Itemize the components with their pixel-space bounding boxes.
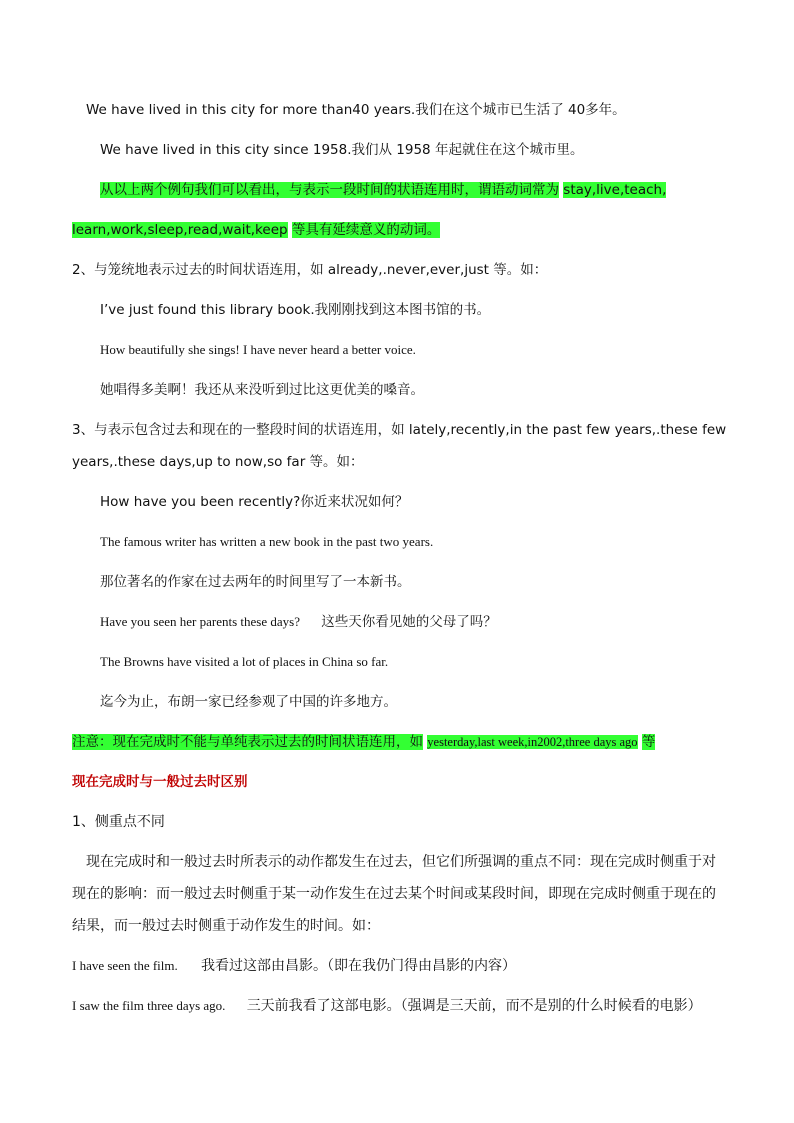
example-translation-6: 那位著名的作家在过去两年的时间里写了一本新书。	[100, 574, 411, 590]
example-sentence-6: The famous writer has written a new book in the past two years.	[100, 534, 434, 549]
rule-2-heading: 2、与笼统地表示过去的时间状语连用，如 already,.never,ever,just 等。如：	[72, 262, 548, 278]
example-sentence-7-zh: 这些天你看见她的父母了吗？	[321, 614, 497, 630]
point-1-heading: 1、侧重点不同	[72, 814, 165, 830]
example-sentence-5: How have you been recently?你近来状况如何？	[100, 494, 409, 510]
example-sentence-4: How beautifully she sings! I have never heard a better voice.	[100, 342, 416, 357]
note-verbs-cont: learn,work,sleep,read,wait,keep	[72, 222, 288, 238]
warning-text: 注意：现在完成时不能与单纯表示过去的时间状语连用，如	[72, 734, 423, 750]
example-translation-8: 迄今为止，布朗一家已经参观了中国的许多地方。	[100, 694, 397, 710]
highlighted-note-2	[72, 732, 655, 752]
warning-suffix: 等	[641, 734, 656, 750]
example-sentence-10-zh: 三天前我看了这部电影。（强调是三天前，而不是别的什么时候看的电影）	[246, 998, 702, 1014]
note-text-cont: 等具有延续意义的动词。	[291, 222, 441, 238]
warning-examples: yesterday,last week,in2002,three days ago	[427, 735, 638, 749]
section-heading: 现在完成时与一般过去时区别	[72, 774, 248, 790]
example-sentence-2: We have lived in this city since 1958.我们从 1958 年起就住在这个城市里。	[100, 142, 584, 158]
example-sentence-9-zh: 我看过这部由昌影。（即在我仍门得由昌影的内容）	[201, 958, 517, 974]
highlighted-note-1-cont	[72, 220, 440, 240]
example-sentence-7	[100, 612, 497, 632]
rule-3-heading: 3、与表示包含过去和现在的一整段时间的状语连用，如 lately,recently,in the past few years,.these few	[72, 422, 727, 438]
note-verbs: stay,live,teach,	[563, 182, 667, 198]
example-translation-4: 她唱得多美啊！我还从来没听到过比这更优美的嗓音。	[100, 382, 424, 398]
example-sentence-9	[72, 956, 516, 976]
highlighted-note-1	[100, 180, 666, 200]
example-sentence-10-en: I saw the film three days ago.	[72, 998, 226, 1013]
example-sentence-7-en: Have you seen her parents these days?	[100, 614, 300, 629]
explanation-line-1: 现在完成时和一般过去时所表示的动作都发生在过去，但它们所强调的重点不同：现在完成时侧重于对	[86, 854, 716, 870]
note-text: 从以上两个例句我们可以看出，与表示一段时间的状语连用时，谓语动词常为	[100, 182, 559, 198]
explanation-line-3: 结果，而一般过去时侧重于动作发生的时间。如：	[72, 918, 380, 934]
example-sentence-10	[72, 996, 702, 1016]
rule-3-heading-cont: years,.these days,up to now,so far 等。如：	[72, 454, 364, 470]
example-sentence-1: We have lived in this city for more than40 years.我们在这个城市已生活了 40多年。	[86, 102, 626, 118]
example-sentence-3: I’ve just found this library book.我刚刚找到这本图书馆的书。	[100, 302, 491, 318]
example-sentence-8: The Browns have visited a lot of places in China so far.	[100, 654, 389, 669]
explanation-line-2: 现在的影响：而一般过去时侧重于某一动作发生在过去某个时间或某段时间，即现在完成时侧重于现在的	[72, 886, 716, 902]
example-sentence-9-en: I have seen the film.	[72, 958, 178, 973]
